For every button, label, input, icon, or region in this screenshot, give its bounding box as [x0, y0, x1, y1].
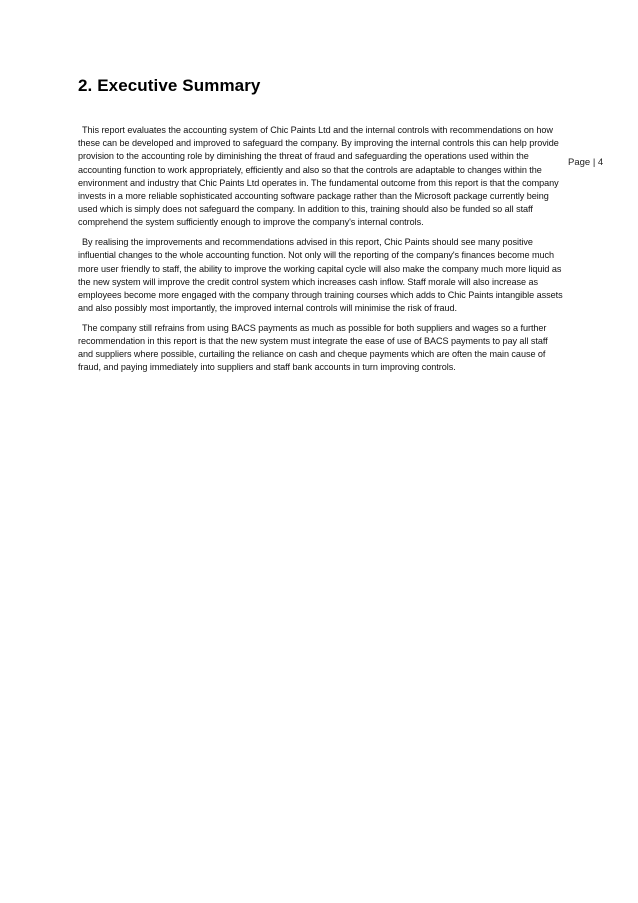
paragraph: By realising the improvements and recommendations advised in this report, Chic Paints should see many positive influential changes to the whole accounting function. Not only will the reporting of the company's finances become much more user friendly to staff, the ability to improve the working capital cycle will also make the company much more liquid as the new system will improve the credit control system which increases cash inflow. Staff morale will also increase as employees become more engaged with the company through training courses which adds to Chic Paints intangible assets and also possibly most importantly, the improved internal controls will minimise the risk of fraud. [78, 237, 563, 314]
paragraph: The company still refrains from using BACS payments as much as possible for both suppliers and wages so a further recommendation in this report is that the new system must integrate the ease of use of BACS payments to pay all staff and suppliers where possible, curtailing the reliance on cash and cheque payments which are often the main cause of fraud, and paying immediately into suppliers and staff bank accounts in turn improving controls. [78, 322, 548, 373]
section-heading: 2. Executive Summary [78, 76, 261, 95]
page-number: Page | 4 [568, 157, 604, 168]
paragraph: This report evaluates the accounting system of Chic Paints Ltd and the internal controls with recommendations on how these can be developed and improved to safeguard the company. By improving the internal controls this can help provide provision to the accounting role by diminishing the threat of fraud and safeguarding the operations used within the accounting function to work appropriately, efficiently and also so that the controls are adaptable to changes within the environment and industry that Chic Paints Ltd operates in. The fundamental outcome from this report is that the company invests in a more reliable sophisticated accounting software package rather than the Microsoft package currently being used which is simply does not safeguard the company. In addition to this, training should also be funded so all staff comprehend the system sufficiently enough to improve the company's internal controls. [78, 125, 559, 228]
executive-summary-body [78, 124, 564, 375]
